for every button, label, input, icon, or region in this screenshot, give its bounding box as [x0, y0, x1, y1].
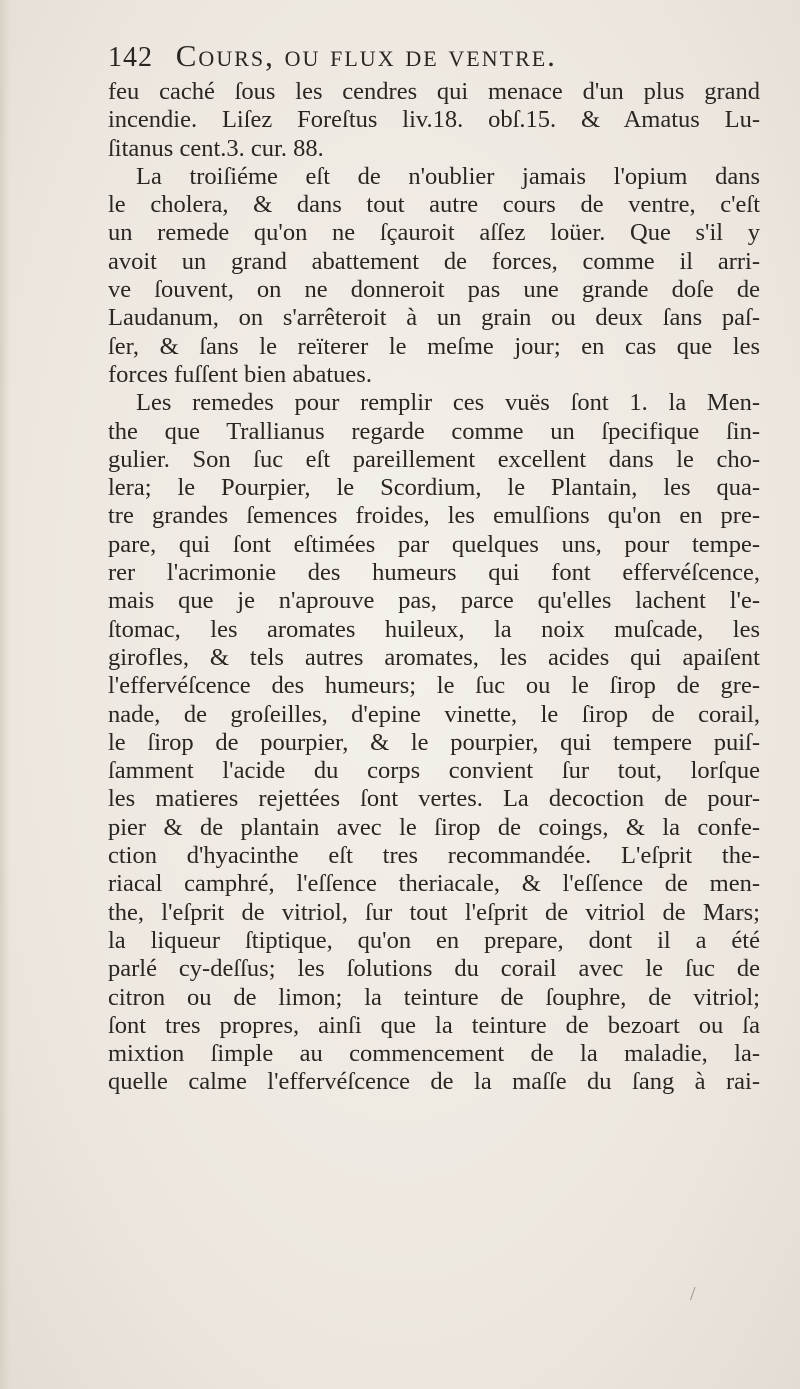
text-line: pare, qui ſont eſtimées par quelques uns, pour tempe-: [108, 530, 760, 558]
text-line: ction d'hyacinthe eſt tres recommandée. L'eſprit the-: [108, 842, 760, 870]
text-line: avoit un grand abattement de forces, comme il arri-: [108, 247, 760, 275]
text-line: parlé cy-deſſus; les ſolutions du corail avec le ſuc de: [108, 955, 760, 983]
text-line: riacal camphré, l'eſſence theriacale, & l'eſſence de men-: [108, 870, 760, 898]
text-line: Les remedes pour remplir ces vuës ſont 1. la Men-: [136, 389, 760, 417]
text-line: gulier. Son ſuc eſt pareillement excellent dans le cho-: [108, 445, 760, 473]
text-line: ſamment l'acide du corps convient ſur tout, lorſque: [108, 757, 760, 785]
text-line: Laudanum, on s'arrêteroit à un grain ou deux ſans paſ-: [108, 304, 760, 332]
text-line: un remede qu'on ne ſçauroit aſſez loüer. Que s'il y: [108, 219, 760, 247]
text-line: incendie. Liſez Foreſtus liv.18. obſ.15. & Amatus Lu-: [108, 106, 760, 134]
text-line: pier & de plantain avec le ſirop de coings, & la confe-: [108, 813, 760, 841]
running-header: [108, 38, 768, 74]
text-line: le ſirop de pourpier, & le pourpier, qui tempere puiſ-: [108, 728, 760, 756]
text-line: mixtion ſimple au commencement de la maladie, la-: [108, 1040, 760, 1068]
text-line: la liqueur ſtiptique, qu'on en prepare, dont il a été: [108, 926, 760, 954]
text-line: le cholera, & dans tout autre cours de ventre, c'eſt: [108, 191, 760, 219]
page-gutter-shadow: [0, 0, 10, 1389]
text-line: the que Trallianus regarde comme un ſpecifique ſin-: [108, 417, 760, 445]
text-line: quelle calme l'effervéſcence de la maſſe du ſang à rai-: [108, 1068, 760, 1096]
text-line: ve ſouvent, on ne donneroit pas une grande doſe de: [108, 276, 760, 304]
text-line: feu caché ſous les cendres qui menace d'un plus grand: [108, 78, 760, 105]
text-line: ſtomac, les aromates huileux, la noix muſcade, les: [108, 615, 760, 643]
text-line: citron ou de limon; la teinture de ſouphre, de vitriol;: [108, 983, 760, 1011]
text-line: La troiſiéme eſt de n'oublier jamais l'opium dans: [136, 162, 760, 190]
running-title: Cours, ou flux de ventre.: [175, 38, 557, 73]
text-line: ſer, & ſans le reïterer le meſme jour; en cas que les: [108, 332, 760, 360]
text-line: nade, de groſeilles, d'epine vinette, le ſirop de corail,: [108, 700, 760, 728]
text-line: les matieres rejettées ſont vertes. La decoction de pour-: [108, 785, 760, 813]
text-line: forces fuſſent bien abatues.: [108, 360, 372, 388]
body-text: [108, 78, 760, 1097]
text-line: l'effervéſcence des humeurs; le ſuc ou le ſirop de gre-: [108, 672, 760, 700]
text-line: ſitanus cent.3. cur. 88.: [108, 134, 324, 162]
footer-mark: /: [690, 1283, 696, 1305]
text-line: rer l'acrimonie des humeurs qui font effervéſcence,: [108, 559, 760, 587]
text-line: the, l'eſprit de vitriol, ſur tout l'eſprit de vitriol de Mars;: [108, 898, 760, 926]
text-line: mais que je n'aprouve pas, parce qu'elles lachent l'e-: [108, 587, 760, 615]
text-line: tre grandes ſemences froides, les emulſions qu'on en pre-: [108, 502, 760, 530]
text-line: girofles, & tels autres aromates, les acides qui apaiſent: [108, 643, 760, 671]
page-number: 142: [108, 42, 153, 73]
text-line: ſont tres propres, ainſi que la teinture de bezoart ou ſa: [108, 1011, 760, 1039]
text-line: lera; le Pourpier, le Scordium, le Plantain, les qua-: [108, 474, 760, 502]
